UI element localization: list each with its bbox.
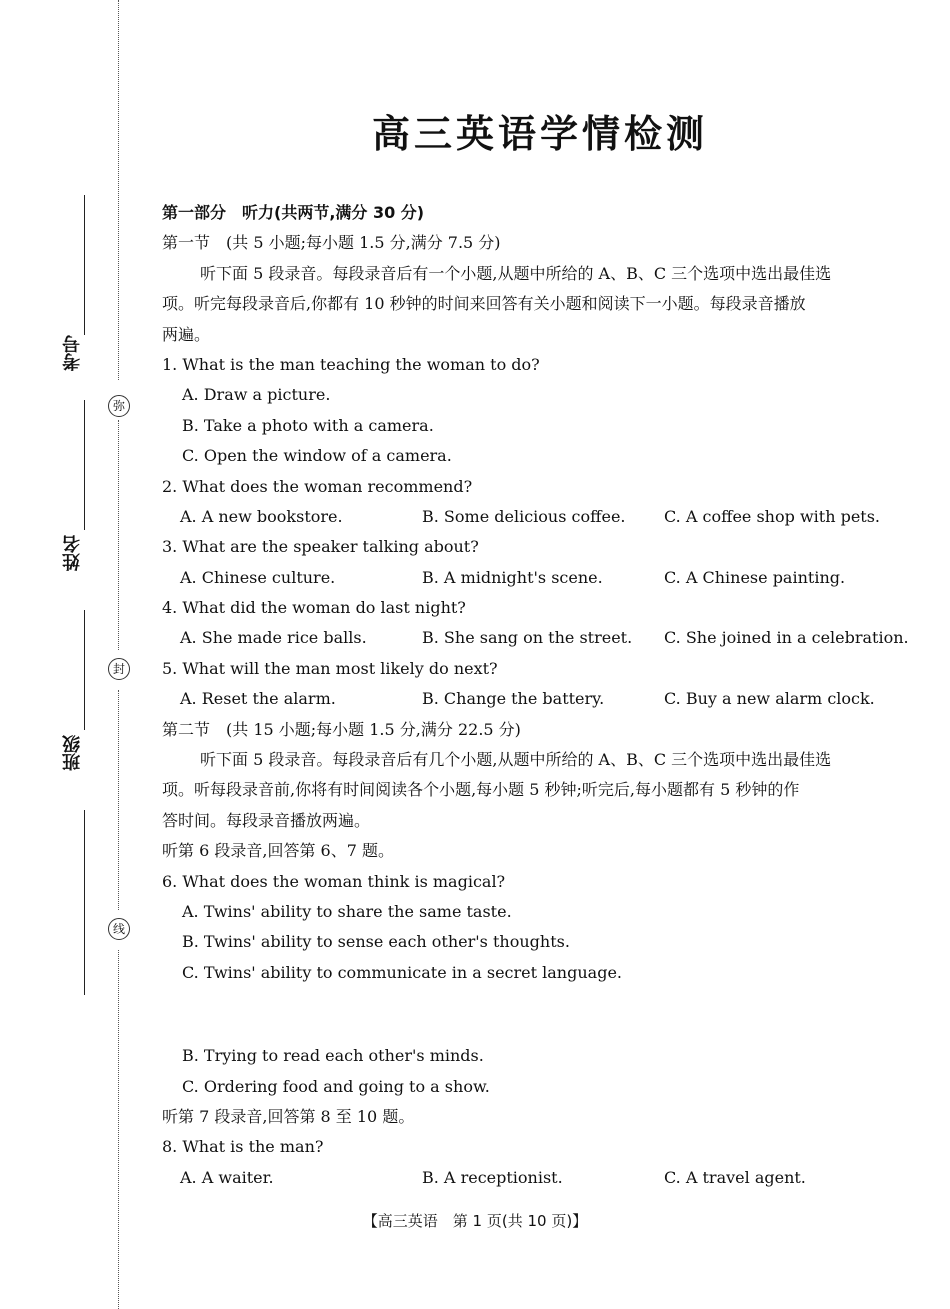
question-8-option-c[interactable]: C. A travel agent. — [664, 1167, 806, 1187]
question-8-option-b[interactable]: B. A receptionist. — [422, 1167, 563, 1187]
binding-dotted-line-bottom — [118, 950, 119, 1309]
section2-instruction-line: 听下面 5 段录音。每段录音后有几个小题,从题中所给的 A、B、C 三个选项中选出最佳选 — [200, 750, 832, 770]
question-6-stem: 6. What does the woman think is magical? — [162, 871, 506, 891]
question-5-option-b[interactable]: B. Change the battery. — [422, 689, 605, 709]
dialog-6-heading: 听第 6 段录音,回答第 6、7 题。 — [162, 841, 394, 861]
question-8-stem: 8. What is the man? — [162, 1137, 324, 1157]
question-5-options — [162, 684, 922, 714]
question-4-option-c[interactable]: C. She joined in a celebration. — [664, 628, 909, 648]
question-6-option-c[interactable]: C. Twins' ability to communicate in a secret language. — [182, 962, 622, 982]
question-1-option-b[interactable]: B. Take a photo with a camera. — [182, 415, 434, 435]
section2-instruction-line: 答时间。每段录音播放两遍。 — [162, 810, 371, 830]
blank-gap — [162, 988, 922, 1041]
question-3-option-b[interactable]: B. A midnight's scene. — [422, 567, 603, 587]
question-1-option-c[interactable]: C. Open the window of a camera. — [182, 446, 452, 466]
question-2-option-c[interactable]: C. A coffee shop with pets. — [664, 506, 881, 526]
binding-dotted-line-low — [118, 690, 119, 910]
section1-instruction-line: 听下面 5 段录音。每段录音后有一个小题,从题中所给的 A、B、C 三个选项中选出最佳选 — [200, 263, 832, 283]
question-3-options — [162, 563, 922, 593]
page-footer: 【高三英语 第 1 页(共 10 页)】 — [362, 1212, 588, 1230]
section2-instruction-line: 项。听每段录音前,你将有时间阅读各个小题,每小题 5 秒钟;听完后,每小题都有 5 秒钟的作 — [162, 780, 800, 800]
class-rule-bottom — [84, 810, 85, 995]
question-1-option-a[interactable]: A. Draw a picture. — [182, 385, 331, 405]
question-5-option-c[interactable]: C. Buy a new alarm clock. — [664, 689, 875, 709]
section1-instruction-line: 项。听完每段录音后,你都有 10 秒钟的时间来回答有关小题和阅读下一小题。每段录音播放 — [162, 294, 806, 314]
question-2-stem: 2. What does the woman recommend? — [162, 476, 473, 496]
question-6-option-a[interactable]: A. Twins' ability to share the same taste. — [182, 901, 512, 921]
section1-heading: 第一节 (共 5 小题;每小题 1.5 分,满分 7.5 分) — [162, 233, 501, 253]
question-8-option-a[interactable]: A. A waiter. — [180, 1167, 274, 1187]
question-3-stem: 3. What are the speaker talking about? — [162, 537, 479, 557]
question-4-option-a[interactable]: A. She made rice balls. — [180, 628, 367, 648]
dialog-7-heading: 听第 7 段录音,回答第 8 至 10 题。 — [162, 1106, 415, 1126]
question-4-options — [162, 623, 922, 653]
exam-number-field[interactable] — [60, 195, 100, 395]
section1-instruction-line: 两遍。 — [162, 324, 211, 344]
page-title: 高三英语学情检测 — [371, 112, 708, 156]
question-6-option-b[interactable]: B. Twins' ability to sense each other's thoughts. — [182, 932, 570, 952]
name-field[interactable] — [60, 400, 100, 600]
question-1-stem: 1. What is the man teaching the woman to do? — [162, 354, 540, 374]
class-field[interactable] — [60, 610, 100, 1000]
name-rule — [84, 400, 85, 530]
question-2-option-b[interactable]: B. Some delicious coffee. — [422, 506, 626, 526]
class-rule-top — [84, 610, 85, 730]
question-3-option-a[interactable]: A. Chinese culture. — [180, 567, 336, 587]
question-7-option-c[interactable]: C. Ordering food and going to a show. — [182, 1076, 490, 1096]
question-8-options — [162, 1163, 922, 1193]
question-3-option-c[interactable]: C. A Chinese painting. — [664, 567, 846, 587]
question-5-option-a[interactable]: A. Reset the alarm. — [180, 689, 336, 709]
binding-dotted-line-mid — [118, 420, 119, 650]
name-label: 姓名 — [62, 535, 83, 571]
question-5-stem: 5. What will the man most likely do next? — [162, 658, 498, 678]
seal-mark-feng: 封 — [108, 658, 130, 680]
section2-heading: 第二节 (共 15 小题;每小题 1.5 分,满分 22.5 分) — [162, 719, 521, 739]
binding-dotted-line-top — [118, 0, 119, 380]
question-4-stem: 4. What did the woman do last night? — [162, 598, 466, 618]
seal-mark-xian: 线 — [108, 918, 130, 940]
part1-heading: 第一部分 听力(共两节,满分 30 分) — [162, 203, 425, 222]
exam-number-label: 考号 — [62, 335, 83, 371]
question-7-option-b[interactable]: B. Trying to read each other's minds. — [182, 1046, 484, 1066]
exam-number-rule — [84, 195, 85, 335]
exam-content — [162, 198, 922, 1193]
question-2-option-a[interactable]: A. A new bookstore. — [180, 506, 343, 526]
question-2-options — [162, 502, 922, 532]
class-label: 班级 — [62, 735, 83, 771]
seal-mark-mi: 弥 — [108, 395, 130, 417]
question-4-option-b[interactable]: B. She sang on the street. — [422, 628, 633, 648]
